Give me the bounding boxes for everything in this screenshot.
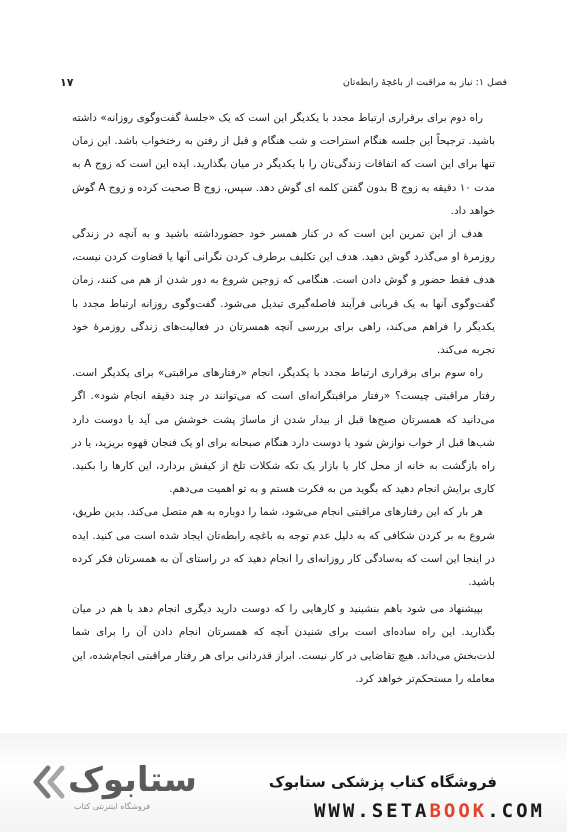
running-head (60, 72, 507, 92)
store-name: فروشگاه کتاب پزشکی ستابوک (268, 773, 497, 791)
paragraph: هر بار که این رفتارهای مراقبتی انجام می‌شود، شما را دوباره به هم متصل می‌کند. بدین طریق، شروع به بر کردن شکافی که به دلیل عدم توجه به باغچه رابطه‌تان ایجاد شده است می کنید. ایده در اینجا این است که به‌سادگی کار روزانه‌ای را انجام دهید که در راستای آن به همسرتان فکر کرده باشید. (72, 506, 495, 589)
url-highlight: BOOK (429, 800, 488, 822)
url-prefix: WWW.SETA (313, 800, 430, 822)
logo-word: ستابوک (68, 760, 197, 800)
logo-tagline: فروشگاه اینترنتی کتاب (74, 802, 151, 811)
chapter-title: فصل ۱: نیاز به مراقبت از باغچهٔ رابطه‌تان (342, 76, 507, 88)
setabook-logo (28, 752, 228, 822)
url-suffix: .COM (487, 800, 545, 822)
body-text (72, 107, 495, 691)
paragraph: بپیشنهاد می شود باهم بنشینید و کارهایی را که دوست دارید دیگری انجام دهد با هم در میان بگذارید. این راه ساده‌ای است برای شنیدن آنچه که همسرتان انجام دادن آن را برای شما لذت‌بخش می‌داند. هیچ تقاضایی در کار نیست. ابراز قدردانی برای هر رفتار مراقبتی انجام‌شده، این معامله را مستحکم‌تر خواهد کرد. (72, 603, 495, 685)
paragraph: هدف از این تمرین این است که در کنار همسر خود حضورداشته باشید و به آنچه در زندگی روزمرهٔ او می‌گذرد گوش دهید. هدف این تکلیف برطرف کردن نگرانی آنها یا قضاوت کردن نیست، هدف فقط حضور و گوش دادن است. هنگامی که زوجین شروع به دور شدن از هم می کنند، زمان گفت‌وگوی آنها به یک قربانی فرآیند فاصله‌گیری تبدیل می‌شود. گفت‌وگوی روزانه ارتباط مجدد با یکدیگر را فراهم می‌کند، راهی برای بررسی آنچه همسرتان در فعالیت‌های زندگی روزمرهٔ خود تجربه می‌کند. (72, 228, 495, 357)
page-number: ۱۷ (60, 75, 74, 89)
paragraph: راه سوم برای برقراری ارتباط مجدد با یکدیگر، انجام «رفتارهای مراقبتی» برای یکدیگر است. رفتار مراقبتی چیست؟ «رفتار مراقبتگرانه‌ای است که می‌توانند در چند دقیقه انجام شود». اگر می‌دانید که همسرتان صبح‌ها قبل از بیدار شدن از ماساژ پشت خوشش می آید یا دوست دارد شب‌ها قبل از خواب نوازش شود یا دوست دارد هنگام صبحانه برای او یک فنجان قهوه بریزید، یا در راه بازگشت به خانه از محل کار یا بازار یک تکه شکلات تلخ از کیفش بردارد، این کارها را بکنید. کاری برایش انجام دهید که بگوید من به فکرت هستم و به تو اهمیت می‌دهم. (72, 367, 495, 496)
paragraph: راه دوم برای برقراری ارتباط مجدد با یکدیگر این است که یک «جلسهٔ گفت‌وگوی روزانه» داشته باشید. ترجیحاً این جلسه هنگام استراحت و شب هنگام و قبل از رفتن به رختخواب باشد. این زمان تنها برای این است که اتفاقات زندگی‌تان را با یکدیگر در میان بگذارید. ایده این است که زوج A به مدت ۱۰ دقیقه به زوج B بدون گفتن کلمه ای گوش دهد. سپس، زوج B صحبت کرده و زوج A گوش خواهد داد. (72, 112, 496, 217)
store-url[interactable] (314, 800, 545, 822)
chevron-double-icon (28, 764, 68, 800)
